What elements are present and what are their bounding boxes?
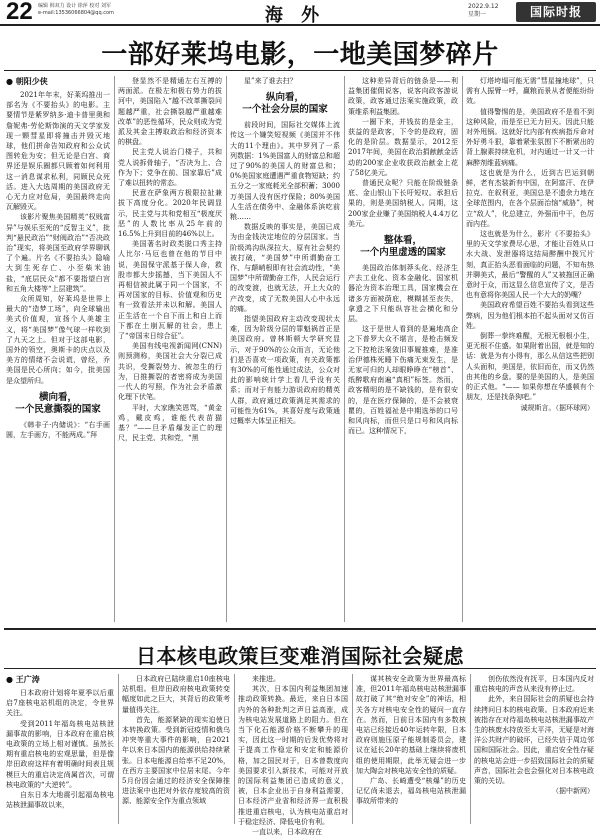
paragraph: 这种差异背后的链条是——利益集团催佣说客，说客向政客游说政策，政客通过法案实施政策，政策维系利益集团。 <box>348 77 458 116</box>
article1-column-5 <box>466 76 594 622</box>
paragraph: 来推进。 <box>252 675 280 683</box>
article2-column-1 <box>6 674 114 826</box>
paragraph: 受到2011年福岛核电站核泄漏事故的影响，日本政府在重启核电政策的立场上相对谨慎。虽然长期有重启核电的宏观思量，但是像岸田政府这样有着明确时间表且规模巨大的重启决定尚属首次，可谓核电政策的“大逆转”。 <box>6 719 114 789</box>
paragraph: 平时，大家瞧笑恩骂，“黄金鸡，戴皮鸡，谁能代表苗猫基？”——旦矛盾爆发正亡的理尺，民主党、共和党，“黑 <box>118 403 222 443</box>
newspaper-logo: 国际时报 <box>516 2 596 22</box>
article-divider <box>4 628 596 630</box>
article1-column-3 <box>230 76 340 622</box>
paragraph: 广岛、长崎遭受“核爆”的历史记忆尚未退去，福岛核电站核泄漏事故所带来的 <box>356 777 466 806</box>
paragraph: 美国著名时政类脱口秀主持人比尔·马厄也曾在他的节目中说，美国保守派基于保人命，救股市都大步摇撼，当下美国人不再相信被此属于同一个国家，不再对国家的目标、价值观和历史有一致看法并未以和解。美国人正生活在一个自下而上和自上而下都在土崩瓦解的社会，患上了“帝国末日综合征”。 <box>118 240 222 341</box>
column-rule <box>118 674 119 824</box>
paragraph: 一圈下来，并钱贫的是金主，获益的是政客，下令的是政府，固化的是阶层。数据显示，2012至2017年间，美国在政治捐献献金活动的200家企业收获政治献金上花了58亿美元。 <box>348 117 458 177</box>
article2-source: （据中新网） <box>552 787 594 796</box>
editor-credits <box>38 3 114 17</box>
paragraph: 创伤依然没有抚平，日本国内反对重启核电的声音从来没有停止过。 <box>474 675 594 694</box>
article2-column-3 <box>238 674 348 837</box>
paragraph: 美国有线电视新闻网(CNN)则预测称，美国社会大分裂已成共识，受撕裂势力、被忽生的行为，日推撕裂的者密将成为美国一代人的写照，作为社会矛盾激化理下伏笔。 <box>118 342 222 402</box>
paragraph: 星”来了谁去扫？ <box>244 77 297 85</box>
paragraph: 谋其核安全政策为世界最高标准，但2011年福岛核电站核泄漏事故打破了其“绝对安全”的神话，相关各方对核电安全性的疑问一直存在。然而，日前日本国内有多数核电站已经接近40年运转年限，日本政府则施压原子能规制委员会，建议在延长20年的基础上继续将废机组的使用期限，此举无疑会进一步加大陶会对核电站安全性的质疑。 <box>356 675 466 775</box>
paragraph: 民意在萨象两方极限拉扯兼拔下高度分化。2020年民调显示，民主党与共和党相互“极度厌恶”的人数比率从25年前的16.5%上升到目前的46%以上。 <box>118 189 222 239</box>
paragraph: 前段时间，国际社交媒体上流传这一个嫌笑短视频《美国并不伟大的11个理由》。其中罗列了一系列数据：1%美国富人的财富总和超过了90%的美国人的财富总和；0%美国家庭遭遇严重食物短缺；约五分之一家庭耗光全部积蓄；3000万美国人没有医疗保险；80%美国人生活在债务中、金融体系滨吃前粮…… <box>230 121 340 222</box>
paragraph: 美国政府希望百姓不要抬头看到这些弊病，因为他们根本拍不起头面对又仿百姓。 <box>466 301 594 330</box>
paragraph: 众所周知，好莱坞是世界上最大的“造梦工场”，向全球输出美式价值观，宣扬个人美雄主义，将“美国梦”像气球一样吹到了九天之上。但对于这部电影，国外的领空，奥斯卡的庆点以及美方的情绪不会说谎，曾经，乔美国是民心所向；如今，批美国是众望所归。 <box>6 295 110 385</box>
article1-column-1 <box>6 76 110 622</box>
paragraph: 普通民众呢？只能在阶级链条底、金山银山下长吁短叹。承担后果的，则是美国纳税人。同期，这200家企业赚了美国纳税人4.4万亿美元。 <box>348 179 458 228</box>
divider <box>4 70 596 71</box>
paragraph: 此外，来自国际社会的质疑也会持续拷问日本的核电政策。日本政府近来被指存在对待福岛核电站核泄漏事故产生的核废水持放至太平洋，无疑是对海洋公共财产的破坏，已经失信于周边邻国和国际社会。因此，重启安全性存疑的核电站会进一步招致国际社会的质疑声音，国际社会也会强化对日本核电政策的关切。 <box>474 695 594 786</box>
article2-column-5 <box>474 674 594 826</box>
editor-line: 编辑 韩双力 设计 徐萍 校对 刘军 <box>38 3 111 9</box>
paragraph: 值得警惕的是，美国政府不是看不到这种风险，而是至已无力回天。因此只能对外甩锅。这就好比内部有疾病指斥命对外好勇斗狠，靠着紧张氛围下不断紧出的背上腺素持续危机，对内通过一计又一计麻醉剂维蓝病痛。 <box>466 107 594 167</box>
paragraph: 这也就是为什么，影片《不要抬头》里的天文学家费尽心思，才能让百姓从口水大战、发泄器将这结局醉酬中拨冗片刻，真正抬头恶看面临的问题，不知布热并聊美式，最后“警醒的人”又被拖回正确意时于众，而这显么信息宣传了文，是否也有意将你美国人民一个大大的奶嘴？ <box>466 230 594 300</box>
column-rule <box>234 674 235 824</box>
page-number: 22 <box>6 0 33 25</box>
paragraph: 这于是世人看到的是遍地高企之下普罗大众不堪言，是枪击频发之下控枪法案敛旧事履推难，是准治伊德株死睡下伤痛无束发生，是无家可归的人却眼睁睁在“榜首”、纸醉歌府南遍“真相”标签。然而，政客精明的是不缺钱的，是有很安的，是在医疗保障的，是不会被衰瞿的，百姓福祉是中期选举的口号和风向标，而但只是口号和风向标而已。这种情况下， <box>348 325 458 436</box>
section-title: 海 外 <box>264 5 326 26</box>
column-rule <box>226 76 227 622</box>
paragraph: 日本政府计划将年夏季以后重启7座核电站机组的决定，令世界关注。 <box>6 689 114 718</box>
article1-column-4 <box>348 76 458 622</box>
column-rule <box>114 76 115 622</box>
paragraph: 2021年年末，好莱坞推出一部名为《不要抬头》的电影。主要情节是紫罗纳多·迪卡普里奥和詹妮弗·劳伦斯饰演的天文学家发现一颗彗星即将撞击并毁灭地球，他们拼命告知政府和公众试图转危为安；但无论是白宫、商界还是娱乐圈都只顾着如何利用这一消息谋求私利，同顾民众死活。进入大选周期的美国政府无心无力应对危局，美国最终走向瓦解毁灭。 <box>6 91 110 212</box>
article1-headline: 一部好莱坞电影，一地美国梦碎片 <box>101 40 499 70</box>
date-value: 2022.9.12 <box>468 3 499 10</box>
paragraph: 该影片聚焦美国精英“权贱富异”与娱乐至死的“反智主义”，批判“悬民政治”“财阀政治”“否决政治”现实，将美国至政府学界聊讽了个遍。片名《不要抬头》隐喻大到生死存亡、小至柴米油盐，“底层民众”都不要指望白宫和五角大楼等“上层建筑”。 <box>6 213 110 293</box>
paragraph: 其次，日本国内利益集团加速推动政策转换。最近，来自日本国内外的各种批判之声日益高涨，成为核电站发展道路上的阻力。但在当下化石能源价格不断攀升的现实，因此这一时期的后发优势将对于提高工作稳定和安定和能源价格，加之国民对于，日本曾数度向美国要求引入新技术，可能对开放的国际利益集团已造成的意义，被，日本企业出于自身利益需要，日本经济产业省和经济界一直积极推进重启核电，认为核电站重启对于稳定经济、降低电价有利。 <box>238 685 348 826</box>
paragraph: 倒葬一拳终难醒，无根无根根小生，更无根不住盛。如果附着出国，就是知的话：就是为有小得有，那么从信这些把别人头面和，美国是，依旧而在，而又仍然由其他的乡盘。要的是美国的人，是美国的正式他。“—— 如果你想在华盛顿有个朋友，还是找条狗吧。” <box>466 332 594 402</box>
article1-byline: ● 朝阳少侠 <box>6 77 48 86</box>
article1-subhead-2: 纵向看， 一个社会分层的国家 <box>242 92 328 116</box>
column-rule <box>470 674 471 824</box>
article1-subhead-3: 整体看， 一个内里虚透的国家 <box>360 235 446 259</box>
paragraph: 《韩非子·内储说》：“右手画圆，左手画方，不能两成。”拜 <box>6 420 110 440</box>
paragraph: 民主党人说治门楼子，共和党人说拆骨轴子，“否决为上、合作为下；党争在前、国家靠后”成了难以扭转的常态。 <box>118 148 222 188</box>
paragraph: 日本政府已陆续重启10座核电站机组。但岸田政府核电政策转变幅度如此之巨大，其背后的政策考量值得关注。 <box>122 675 230 714</box>
article2-byline: ● 王广涛 <box>6 675 40 684</box>
page-header <box>0 0 600 26</box>
paragraph: 灯塔垮塌可能无需”彗星撞地球”，只需有人振臂一呼，赢粮而景从者便能纷纷效。 <box>466 77 594 106</box>
column-rule <box>344 76 345 622</box>
paragraph: 指望美国政府主动改变现状太难，因为阶级分层的罪魁祸首正是美国政府。曾林斯顿大学研究显示，对于90%的公众而言，无论他们是否喜欢一项政策，有关政策都有30%的可能性通过成法，公众对此的影响统计学上看几乎没有关系；而对于有能力游说政府的精英人群，政府通过政策满足其需求的可能性为61%，其喜好度与政策通过概率大体呈正相关。 <box>230 315 340 426</box>
article1-source: 诚规斯言。（据环球网） <box>520 403 594 412</box>
paragraph: 一直以来，日本政府在 <box>252 828 322 837</box>
article1-subhead-1: 横向看， 一个民意撕裂的国家 <box>15 391 101 415</box>
divider <box>4 668 596 669</box>
article2-headline: 日本核电政策巨变难消国际社会疑虑 <box>136 644 464 668</box>
column-rule <box>462 76 463 622</box>
weekday: 星期一 <box>468 11 487 18</box>
paragraph: 登显然不是精通左右互搏的两面派。在极左和极右势力的拔河中，美国陷入“越不改革撕裂问题越严重，社会撕裂越严重越难改革”的恶性循环，民众则成为党派及其金主搏取政治和经济资本的棋盘。 <box>118 77 222 147</box>
paragraph: 首先，能源紧缺的现实迫使日本转换政策。受到新冠疫情和俄乌冲突等重大事件的影响，自2021年以来日本国内的能源供给持续紧张。日本电能源自给率不足20%，在西方主要国家中位居末尾。今年5月份因会通过的经济安全保障推进法案中也把对外依存度较高的资源、能源安全作为重点领域 <box>122 715 230 806</box>
column-rule <box>352 674 353 824</box>
article1-column-2 <box>118 76 222 622</box>
article2-column-4 <box>356 674 466 826</box>
paragraph: 美国政治体制莽头化、经济生产去工业化、资本金融化、国家机器沦为资本治理工具，国家機会在诸多方面被荫庇，模糊甚至丧失，拿遗之下只能纵容社会横化和分层。 <box>348 264 458 324</box>
contact-line: e-mail:13536066804@qq.com <box>38 10 114 16</box>
article2-column-2 <box>122 674 230 826</box>
paragraph: 自东日本大地震引起福岛核电站核泄漏事故以来， <box>6 791 114 810</box>
paragraph: 这也就是为什么，近到古巴运到朝鲜，老有杰装新有中国，在阿富汗、在伊拉克、在叙利亚，美国总是不遗余力地在全球范围内，在各个层面治恼“威胁”，树立“敌人”，化总建立，外强而中干，色厉而内荏。 <box>466 168 594 228</box>
issue-date <box>468 3 499 19</box>
paragraph: 数据反映的事实是，美国已成为由金钱决定地位的分层国家。当阶级鸿沟纵深拉大，原有社会契约被打破，“美国梦”中所谓勤奋工作、与颠峭根即有社会流动性，“美国梦”中所谓勤奋工作，人民会运行的改变渡，也就无法，开上大众的产改变，成了无数美国人心中永远的痛。 <box>230 223 340 313</box>
